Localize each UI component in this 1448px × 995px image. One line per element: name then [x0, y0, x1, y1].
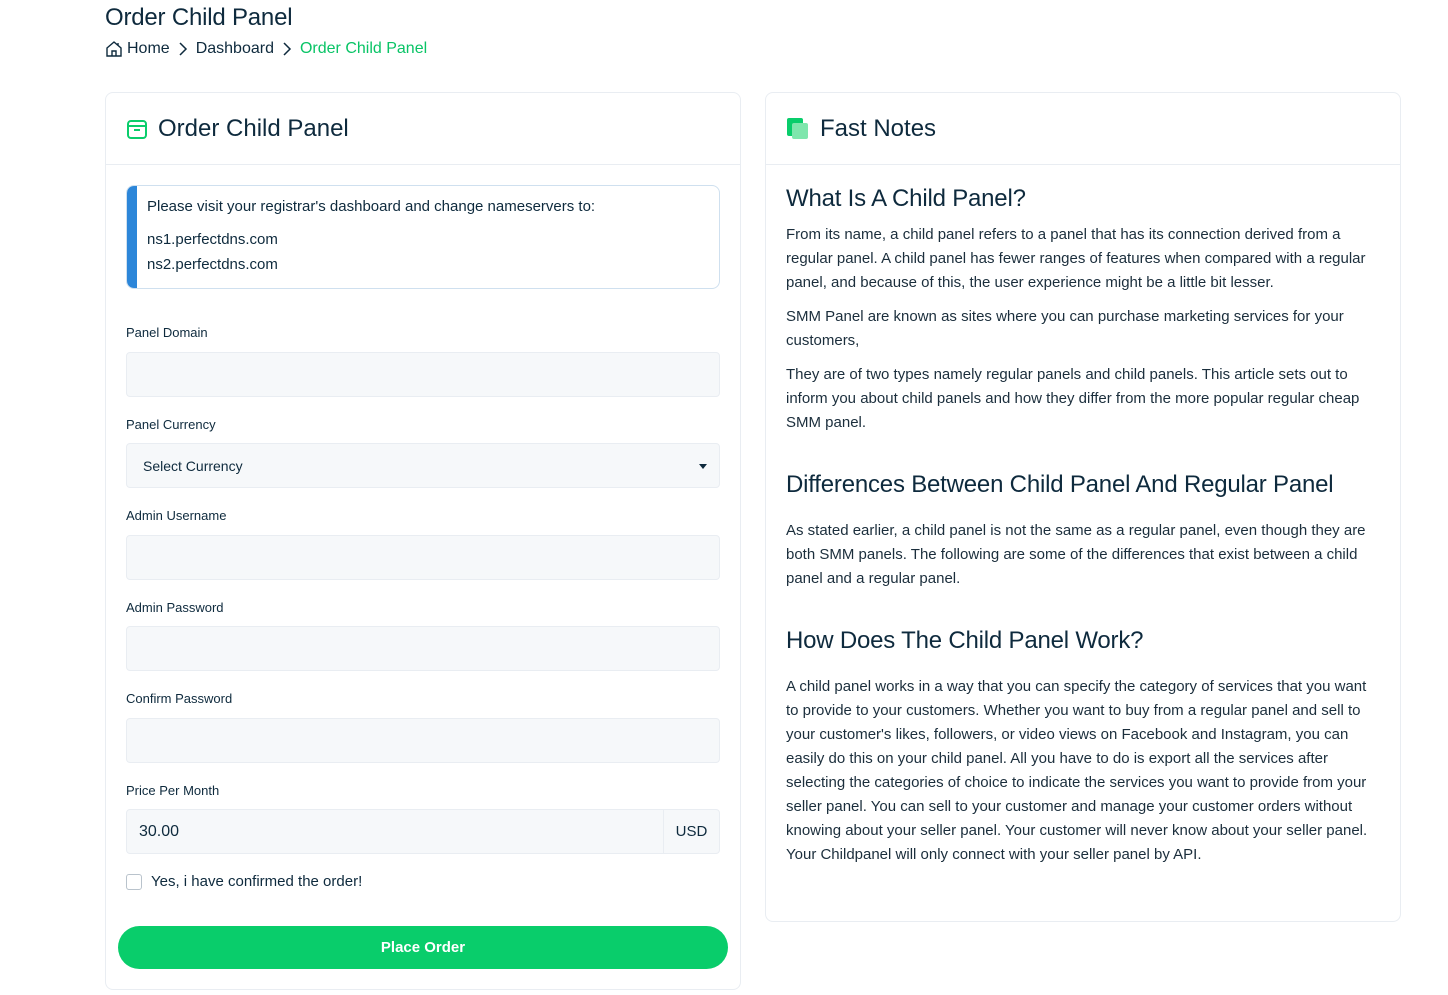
price-per-month-label: Price Per Month	[126, 783, 220, 798]
notes-heading-1: What Is A Child Panel?	[786, 185, 1026, 212]
fast-notes-card-header	[766, 93, 1400, 165]
nameserver-alert	[126, 185, 720, 289]
confirm-order-row[interactable]	[126, 873, 362, 890]
home-icon	[105, 40, 123, 58]
panel-currency-select[interactable]	[126, 443, 720, 488]
fast-notes-content	[786, 185, 1382, 877]
notes-heading-2: Differences Between Child Panel And Regular Panel	[786, 471, 1334, 498]
breadcrumb	[105, 40, 427, 58]
box-icon	[126, 118, 148, 140]
fast-notes-card-title: Fast Notes	[820, 114, 937, 142]
notes-paragraph: They are of two types namely regular panels and child panels. This article sets out to inform you about child panels and how they differ from the more popular regular cheap SMM panel.	[786, 366, 1360, 431]
panel-currency-label: Panel Currency	[126, 417, 216, 432]
confirm-order-label[interactable]: Yes, i have confirmed the order!	[151, 873, 363, 890]
nameserver-1: ns1.perfectdns.com	[147, 231, 278, 248]
panel-domain-input[interactable]	[126, 352, 720, 397]
admin-username-label: Admin Username	[126, 508, 227, 523]
confirm-password-label: Confirm Password	[126, 691, 233, 706]
notes-paragraph: A child panel works in a way that you can specify the category of services that you want to provide to your customers. Whether you want to buy from a regular panel and sell to your customer's likes, followers, or video views on Facebook and Instagram, you can easily do this on your child panel. All you have to do is export all the services after selecting the categories of choice to indicate the services you want to provide from your seller panel. You can sell to your customer and manage your customer orders without knowing about your seller panel. Your customer will never know about your seller panel. Your Childpanel will only connect with your seller panel by API.	[786, 678, 1368, 863]
panel-domain-label: Panel Domain	[126, 325, 208, 340]
admin-username-input[interactable]	[126, 535, 720, 580]
chevron-right-icon	[282, 42, 292, 56]
confirm-password-input[interactable]	[126, 718, 720, 763]
admin-password-label: Admin Password	[126, 600, 224, 615]
order-form-card-header	[106, 93, 740, 165]
price-currency-addon: USD	[663, 810, 719, 853]
alert-accent-bar	[127, 186, 137, 288]
notes-paragraph: SMM Panel are known as sites where you can purchase marketing services for your customers,	[786, 308, 1344, 349]
notes-icon	[786, 117, 810, 141]
nameserver-2: ns2.perfectdns.com	[147, 256, 278, 273]
notes-heading-3: How Does The Child Panel Work?	[786, 627, 1144, 654]
price-value: 30.00	[139, 822, 180, 840]
breadcrumb-current: Order Child Panel	[299, 40, 428, 57]
breadcrumb-home-label: Home	[127, 40, 170, 57]
fast-notes-card	[765, 92, 1401, 922]
confirm-order-checkbox[interactable]	[126, 874, 142, 890]
notes-paragraph: From its name, a child panel refers to a panel that has its connection derived from a regular panel. A child panel has fewer ranges of features when compared with a regular panel, and because of this, the user experience might be a little bit lesser.	[786, 226, 1366, 291]
order-form-card-title: Order Child Panel	[158, 114, 349, 142]
price-per-month-input	[126, 809, 720, 854]
breadcrumb-dashboard[interactable]: Dashboard	[195, 40, 274, 57]
alert-message: Please visit your registrar's dashboard and change nameservers to:	[147, 198, 596, 215]
panel-currency-selected: Select Currency	[143, 457, 243, 474]
place-order-button[interactable]: Place Order	[118, 926, 728, 969]
admin-password-input[interactable]	[126, 626, 720, 671]
order-form-card	[105, 92, 741, 990]
page-title: Order Child Panel	[105, 4, 293, 31]
notes-paragraph: As stated earlier, a child panel is not the same as a regular panel, even though they are both SMM panels. The following are some of the differences that exist between a child panel and a regular panel.	[786, 522, 1366, 587]
chevron-right-icon	[178, 42, 188, 56]
breadcrumb-home[interactable]	[105, 40, 170, 58]
caret-down-icon	[699, 464, 707, 469]
